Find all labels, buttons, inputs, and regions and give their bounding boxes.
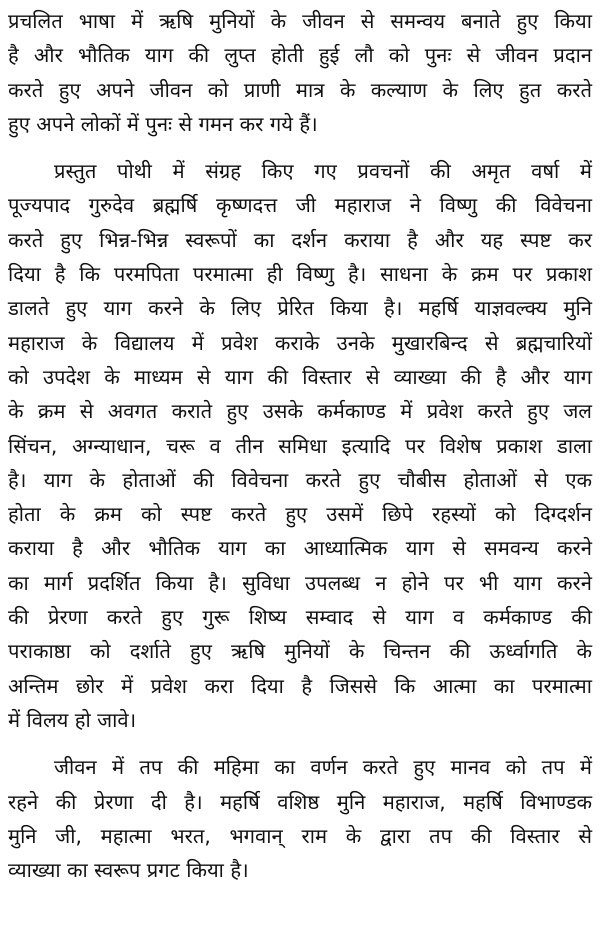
text-line: है और भौतिक याग की लुप्त होती हुई लौ को पुनः से जीवन प्रदान bbox=[8, 43, 592, 68]
paragraph-3 bbox=[8, 750, 592, 887]
paragraph-gap bbox=[8, 141, 592, 154]
text-line: की प्रेरणा करते हुए गुरू शिष्य सम्वाद से याग व कर्मकाण्ड की bbox=[8, 605, 592, 630]
text-line: मुनि जी, महात्मा भरत, भगवान् राम के द्वारा तप की विस्तार से bbox=[8, 823, 592, 848]
text-line: व्याख्या का स्वरूप प्रगट किया है। bbox=[8, 858, 249, 883]
text-line: हुए अपने लोकों में पुनः से गमन कर गये हैं। bbox=[8, 111, 318, 136]
text-line: को उपदेश के माध्यम से याग की विस्तार से व्याख्या की है और याग bbox=[8, 364, 592, 389]
text-line: पूज्यपाद गुरुदेव ब्रह्मर्षि कृष्णदत्त जी महाराज ने विष्णु की विवेचना bbox=[8, 193, 592, 218]
text-line: डालते हुए याग करने के लिए प्रेरित किया है। महर्षि याज्ञवल्क्य मुनि bbox=[8, 296, 592, 321]
text-line: पराकाष्ठा को दर्शाते हुए ऋषि मुनियों के चिन्तन की ऊर्ध्वागति के bbox=[8, 639, 592, 664]
text-line: रहने की प्रेरणा दी है। महर्षि वशिष्ठ मुनि महाराज, महर्षि विभाण्डक bbox=[8, 789, 592, 814]
text-line: जीवन में तप की महिमा का वर्णन करते हुए मानव को तप में bbox=[54, 755, 592, 780]
paragraph-gap bbox=[8, 737, 592, 750]
text-line: अन्तिम छोर में प्रवेश करा दिया है जिससे कि आत्मा का परमात्मा bbox=[8, 673, 592, 698]
text-line: महाराज के विद्यालय में प्रवेश कराके उनके मुखारबिन्द से ब्रह्मचारियों bbox=[8, 330, 592, 355]
paragraph-1 bbox=[8, 4, 592, 141]
text-line: प्रस्तुत पोथी में संग्रह किए गए प्रवचनों की अमृत वर्षा में bbox=[54, 159, 592, 184]
text-line: कराया है और भौतिक याग का आध्यात्मिक याग से समवन्य करने bbox=[8, 536, 592, 561]
paragraph-2 bbox=[8, 154, 592, 737]
text-line: है। याग के होताओं की विवेचना करते हुए चौबीस होताओं से एक bbox=[8, 467, 592, 492]
text-line: का मार्ग प्रदर्शित किया है। सुविधा उपलब्ध न होने पर भी याग करने bbox=[8, 570, 592, 595]
text-line: होता के क्रम को स्पष्ट करते हुए उसमें छिपे रहस्यों को दिग्दर्शन bbox=[8, 502, 592, 527]
text-line: दिया है कि परमपिता परमात्मा ही विष्णु है। साधना के क्रम पर प्रकाश bbox=[8, 262, 592, 287]
text-line: प्रचलित भाषा में ऋषि मुनियों के जीवन से समन्वय बनाते हुए किया bbox=[8, 9, 592, 33]
text-line: करते हुए भिन्न-भिन्न स्वरूपों का दर्शन कराया है और यह स्पष्ट कर bbox=[8, 227, 592, 252]
text-line: सिंचन, अग्न्याधान, चरू व तीन समिधा इत्यादि पर विशेष प्रकाश डाला bbox=[8, 433, 592, 458]
document-page bbox=[8, 4, 592, 925]
text-line: में विलय हो जावे। bbox=[8, 707, 137, 732]
text-line: करते हुए अपने जीवन को प्राणी मात्र के कल्याण के लिए हुत करते bbox=[8, 77, 592, 102]
text-line: के क्रम से अवगत कराते हुए उसके कर्मकाण्ड में प्रवेश करते हुए जल bbox=[8, 399, 592, 424]
